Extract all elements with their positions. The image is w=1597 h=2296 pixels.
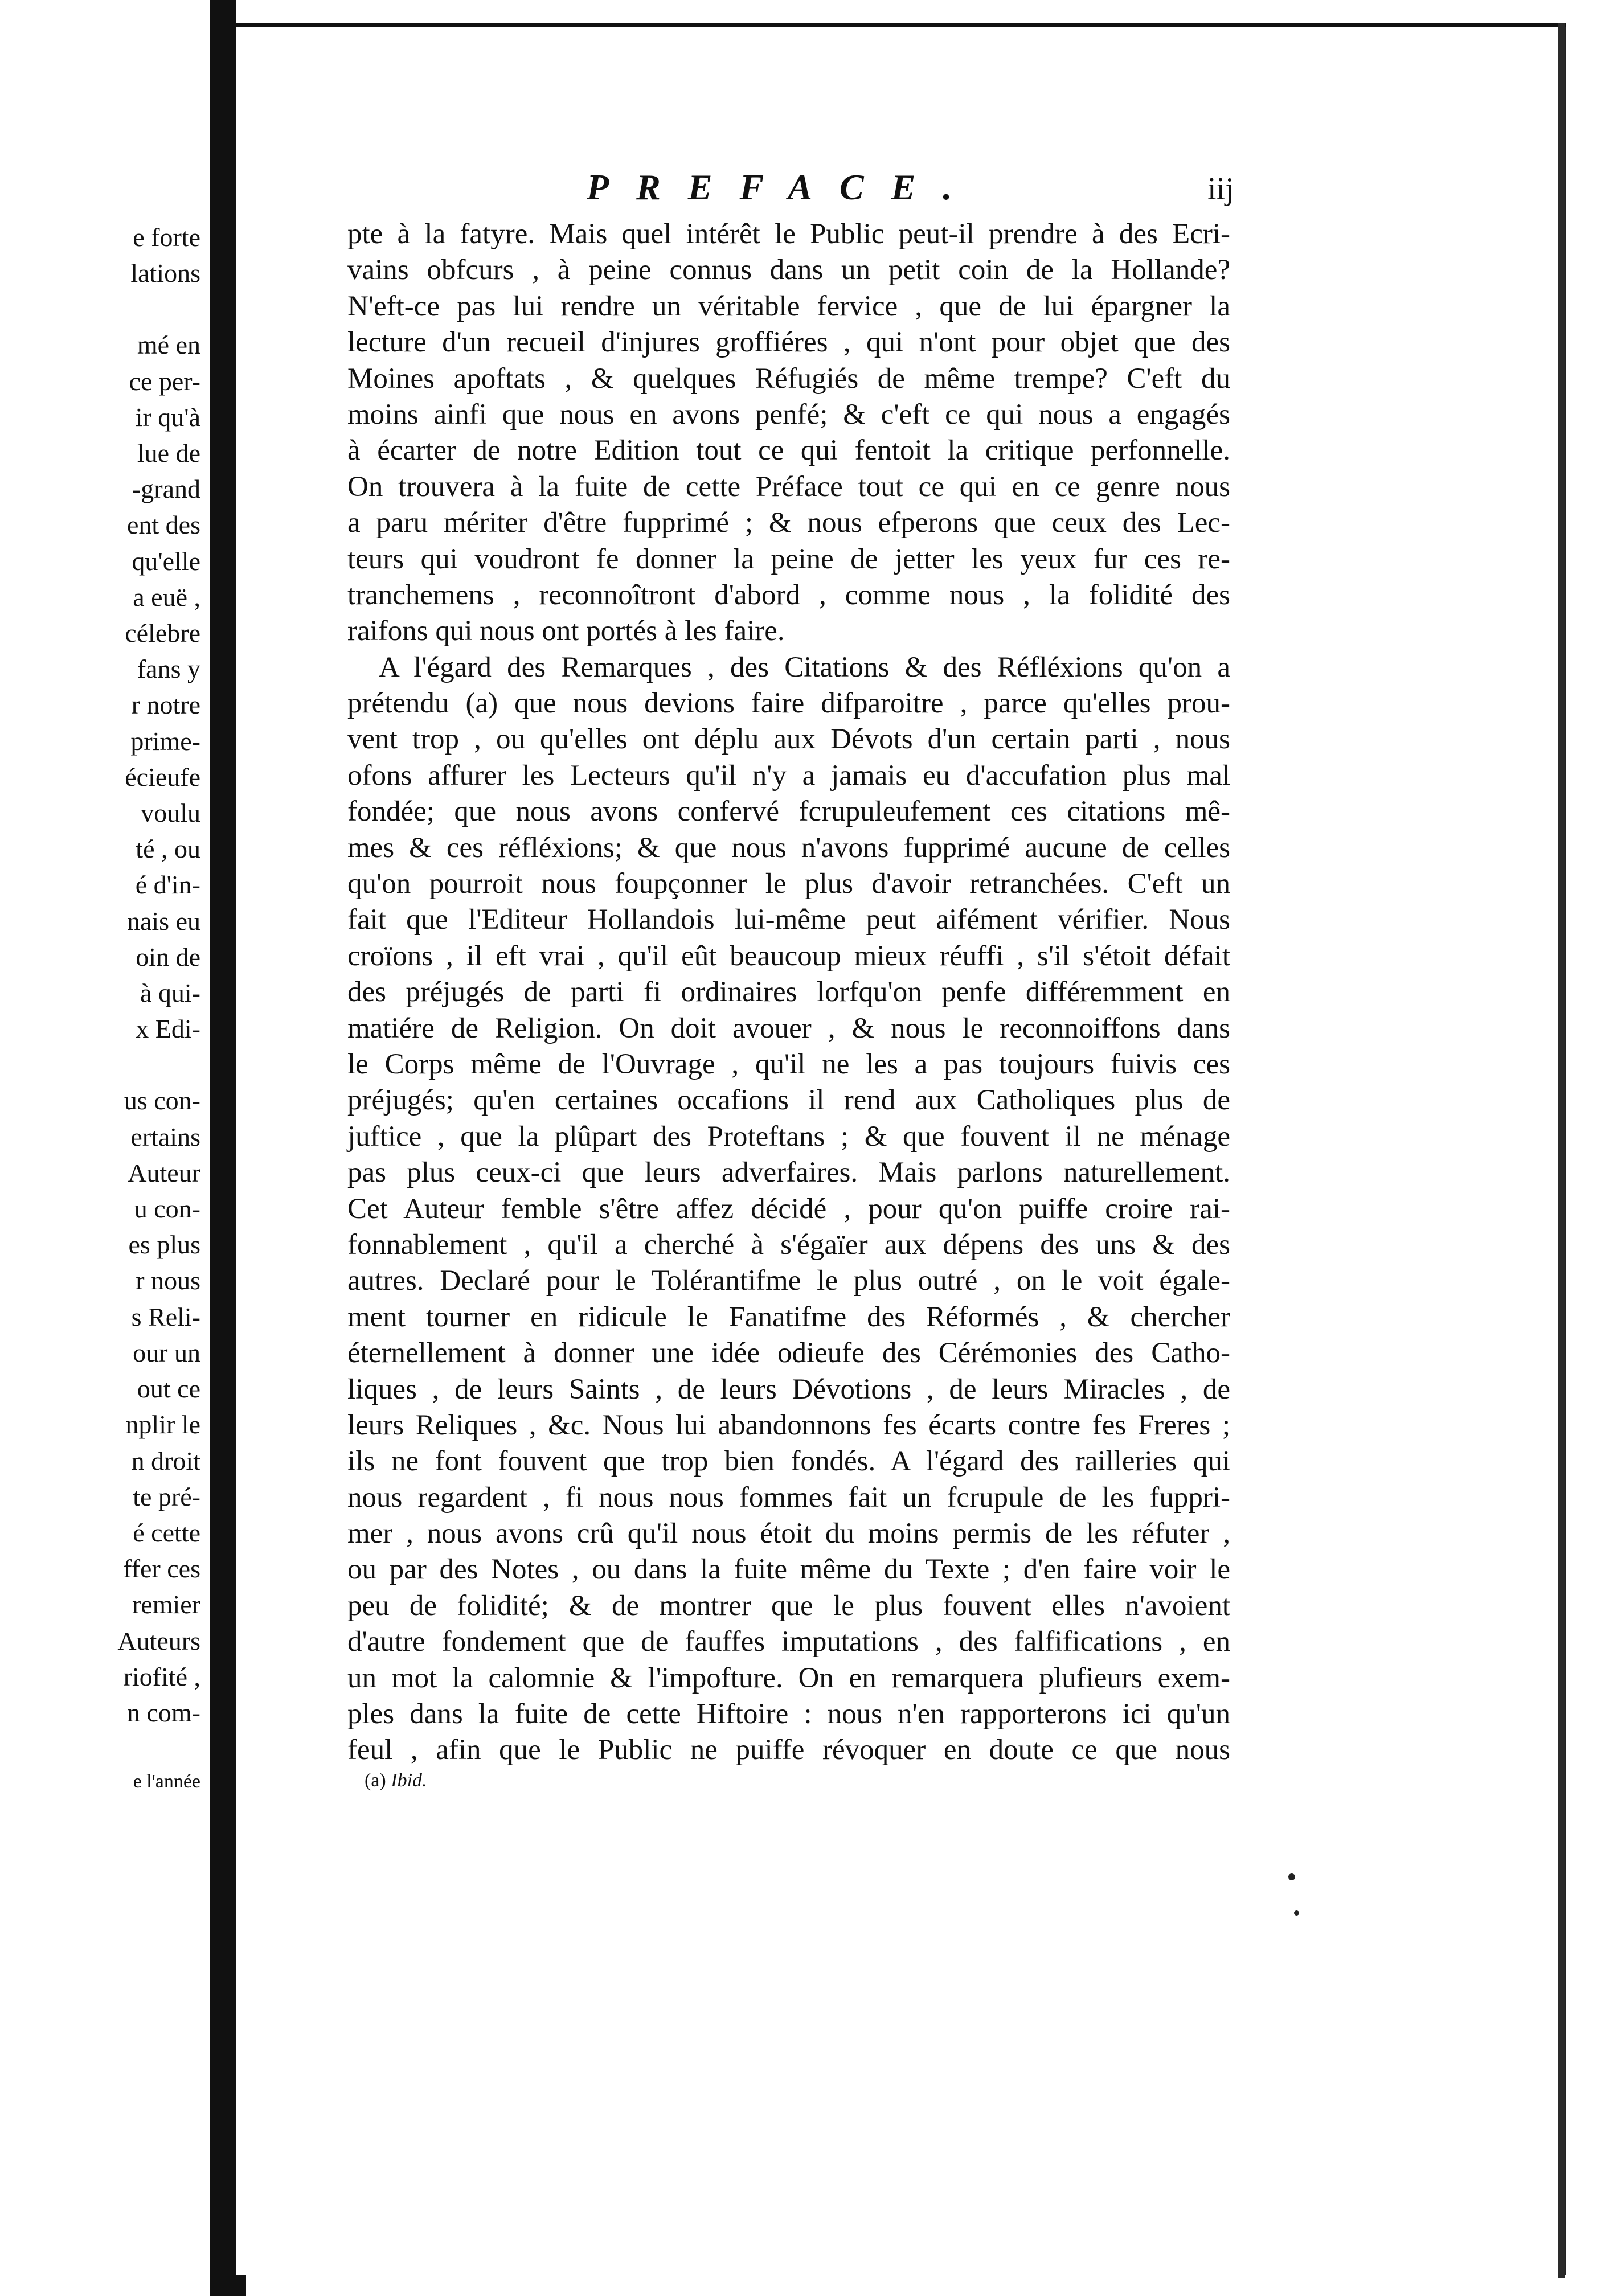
left-text-line: é d'in- — [135, 870, 200, 900]
text-line: ou par des Notes , ou dans la fuite même du Texte ; d'en faire voir le — [347, 1553, 1230, 1586]
text-line: leurs Reliques , &c. Nous lui abandonnons fes écarts contre fes Freres ; — [347, 1409, 1230, 1441]
left-text-line: voulu — [141, 798, 200, 828]
text-line: ils ne font fouvent que trop bien fondés. A l'égard des railleries qui — [347, 1445, 1230, 1478]
scan-speck — [1288, 1873, 1295, 1880]
left-text-line: mé en — [137, 330, 200, 360]
text-line: moins ainfi que nous en avons penfé; & c'eft ce qui nous a engagés — [347, 398, 1230, 430]
text-line: prétendu (a) que nous devions faire difparoitre , parce qu'elles prou- — [347, 687, 1230, 720]
left-page-text — [117, 219, 200, 1731]
page-number: iij — [1207, 171, 1234, 207]
text-line: On trouvera à la fuite de cette Préface tout ce qui en ce genre nous — [347, 470, 1230, 503]
text-line: A l'égard des Remarques , des Citations & des Réfléxions qu'on a — [379, 651, 1230, 683]
left-text-line: n com- — [126, 1698, 200, 1727]
text-line: mes & ces réfléxions; & que nous n'avons fupprimé aucune de celles — [347, 831, 1230, 864]
left-text-line: -grand — [132, 474, 200, 504]
text-line: N'eft-ce pas lui rendre un véritable fervice , que de lui épargner la — [347, 290, 1230, 322]
footnote-mark: (a) — [365, 1770, 386, 1791]
left-text-line: riofité , — [123, 1662, 200, 1691]
left-text-line: our un — [133, 1338, 200, 1367]
left-text-line: prime- — [130, 726, 200, 756]
left-text-line: ce per- — [129, 366, 200, 396]
text-line: à écarter de notre Edition tout ce qui fentoit la critique perfonnelle. — [347, 434, 1230, 467]
scan-speck — [1294, 1910, 1299, 1916]
text-line: préjugés; qu'en certaines occafions il rend aux Catholiques plus de — [347, 1084, 1230, 1117]
text-line: fondée; que nous avons confervé fcrupuleufement ces citations mê- — [347, 796, 1230, 828]
footnote-text: Ibid. — [391, 1770, 427, 1791]
left-text-line: u con- — [134, 1194, 200, 1224]
text-line: ment tourner en ridicule le Fanatifme des Réformés , & chercher — [347, 1301, 1230, 1333]
text-line: nous regardent , fi nous nous fommes fait un fcrupule de les fuppri- — [347, 1481, 1230, 1514]
preface-body-text — [347, 216, 1230, 1769]
left-text-line: es plus — [128, 1230, 200, 1260]
text-line: fait que l'Editeur Hollandois lui-même peut aifément vérifier. Nous — [347, 904, 1230, 936]
left-text-line: té , ou — [136, 834, 200, 864]
text-line: Cet Auteur femble s'être affez décidé , pour qu'on puiffe croire rai- — [347, 1192, 1230, 1225]
text-line: ples dans la fuite de cette Hiftoire : nous n'en rapporterons ici qu'un — [347, 1698, 1230, 1731]
left-text-line: Auteur — [128, 1158, 200, 1187]
left-text-line: a euë , — [133, 582, 200, 612]
left-page-footnote: e l'année — [133, 1771, 200, 1792]
left-line-gap — [117, 1047, 200, 1083]
left-text-line: ent des — [126, 510, 200, 540]
left-text-line: ir qu'à — [135, 402, 200, 432]
left-text-line: r notre — [131, 690, 200, 720]
text-line: pte à la fatyre. Mais quel intérêt le Public peut-il prendre à des Ecri- — [347, 218, 1230, 250]
text-line: des préjugés de parti fi ordinaires lorfqu'on penfe différemment en — [347, 976, 1230, 1008]
left-text-line: e forte — [133, 223, 200, 252]
left-text-line: r nous — [136, 1266, 200, 1295]
left-text-line: oin de — [136, 942, 200, 971]
text-line: qu'on pourroit nous foupçonner le plus d'avoir retranchées. C'eft un — [347, 868, 1230, 900]
text-line: Moines apoftats , & quelques Réfugiés de même trempe? C'eft du — [347, 362, 1230, 395]
left-page-fragment — [0, 23, 205, 2289]
text-line: croïons , il eft vrai , qu'il eût beaucoup mieux réuffi , s'il s'étoit défait — [347, 940, 1230, 972]
text-line: vains obfcurs , à peine connus dans un petit coin de la Hollande? — [347, 254, 1230, 286]
left-text-line: écieufe — [125, 762, 200, 792]
text-line: autres. Declaré pour le Tolérantifme le plus outré , on le voit égale- — [347, 1265, 1230, 1297]
text-line: un mot la calomnie & l'impofture. On en remarquera plufieurs exem- — [347, 1662, 1230, 1694]
left-text-line: fans y — [137, 654, 200, 684]
left-text-line: us con- — [124, 1086, 200, 1116]
text-line: matiére de Religion. On doit avouer , & nous le reconnoiffons dans — [347, 1012, 1230, 1044]
left-text-line: nais eu — [126, 906, 200, 936]
text-line: le Corps même de l'Ouvrage , qu'il ne les a pas toujours fuivis ces — [347, 1048, 1230, 1080]
text-line: peu de folidité; & de montrer que le plus fouvent elles n'avoient — [347, 1589, 1230, 1622]
text-line: raifons qui nous ont portés à les faire. — [347, 615, 785, 647]
left-text-line: te pré- — [133, 1482, 200, 1511]
text-line: d'autre fondement que de fauffes imputations , des falfifications , en — [347, 1626, 1230, 1658]
left-text-line: lations — [130, 259, 200, 288]
left-text-line: nplir le — [125, 1410, 200, 1440]
text-line: fonnablement , qu'il a cherché à s'égaïer aux dépens des uns & des — [347, 1228, 1230, 1261]
left-line-gap — [117, 291, 200, 327]
left-text-line: à qui- — [140, 978, 200, 1008]
page-right-edge — [1558, 23, 1565, 2278]
text-line: ofons affurer les Lecteurs qu'il n'y a jamais eu d'accufation plus mal — [347, 759, 1230, 792]
left-text-line: ertains — [130, 1122, 200, 1151]
left-text-line: s Reli- — [131, 1302, 200, 1331]
text-line: teurs qui voudront fe donner la peine de jetter les yeux fur ces re- — [347, 543, 1230, 575]
left-text-line: é cette — [133, 1518, 200, 1547]
running-header: PREFACE. — [587, 167, 980, 207]
text-line: vent trop , ou qu'elles ont déplu aux Dévots d'un certain parti , nous — [347, 723, 1230, 756]
text-line: pas plus ceux-ci que leurs adverfaires. Mais parlons naturellement. — [347, 1157, 1230, 1189]
text-line: lecture d'un recueil d'injures groffiéres , qui n'ont pour objet que des — [347, 326, 1230, 359]
left-text-line: x Edi- — [136, 1014, 200, 1044]
left-text-line: célebre — [125, 618, 200, 648]
left-text-line: remier — [132, 1590, 200, 1620]
left-text-line: qu'elle — [132, 546, 200, 576]
left-text-line: ffer ces — [123, 1554, 200, 1584]
text-line: a paru mériter d'être fupprimé ; & nous efperons que ceux des Lec- — [347, 507, 1230, 539]
footnote — [365, 1770, 427, 1791]
book-gutter — [210, 0, 236, 2296]
left-text-line: lue de — [137, 438, 200, 468]
left-text-line: n droit — [131, 1446, 200, 1475]
text-line: tranchemens , reconnoîtront d'abord , comme nous , la folidité des — [347, 579, 1230, 611]
text-line: éternellement à donner une idée odieufe des Cérémonies des Catho- — [347, 1337, 1230, 1370]
left-text-line: out ce — [137, 1374, 200, 1404]
page-top-edge — [236, 23, 1566, 27]
left-text-line: Auteurs — [117, 1626, 200, 1655]
text-line: juftice , que la plûpart des Proteftans ; & que fouvent il ne ménage — [347, 1120, 1230, 1153]
text-line: feul , afin que le Public ne puiffe révoquer en doute ce que nous — [347, 1734, 1230, 1766]
text-line: mer , nous avons crû qu'il nous étoit du moins permis de les réfuter , — [347, 1518, 1230, 1550]
text-line: liques , de leurs Saints , de leurs Dévotions , de leurs Miracles , de — [347, 1373, 1230, 1405]
